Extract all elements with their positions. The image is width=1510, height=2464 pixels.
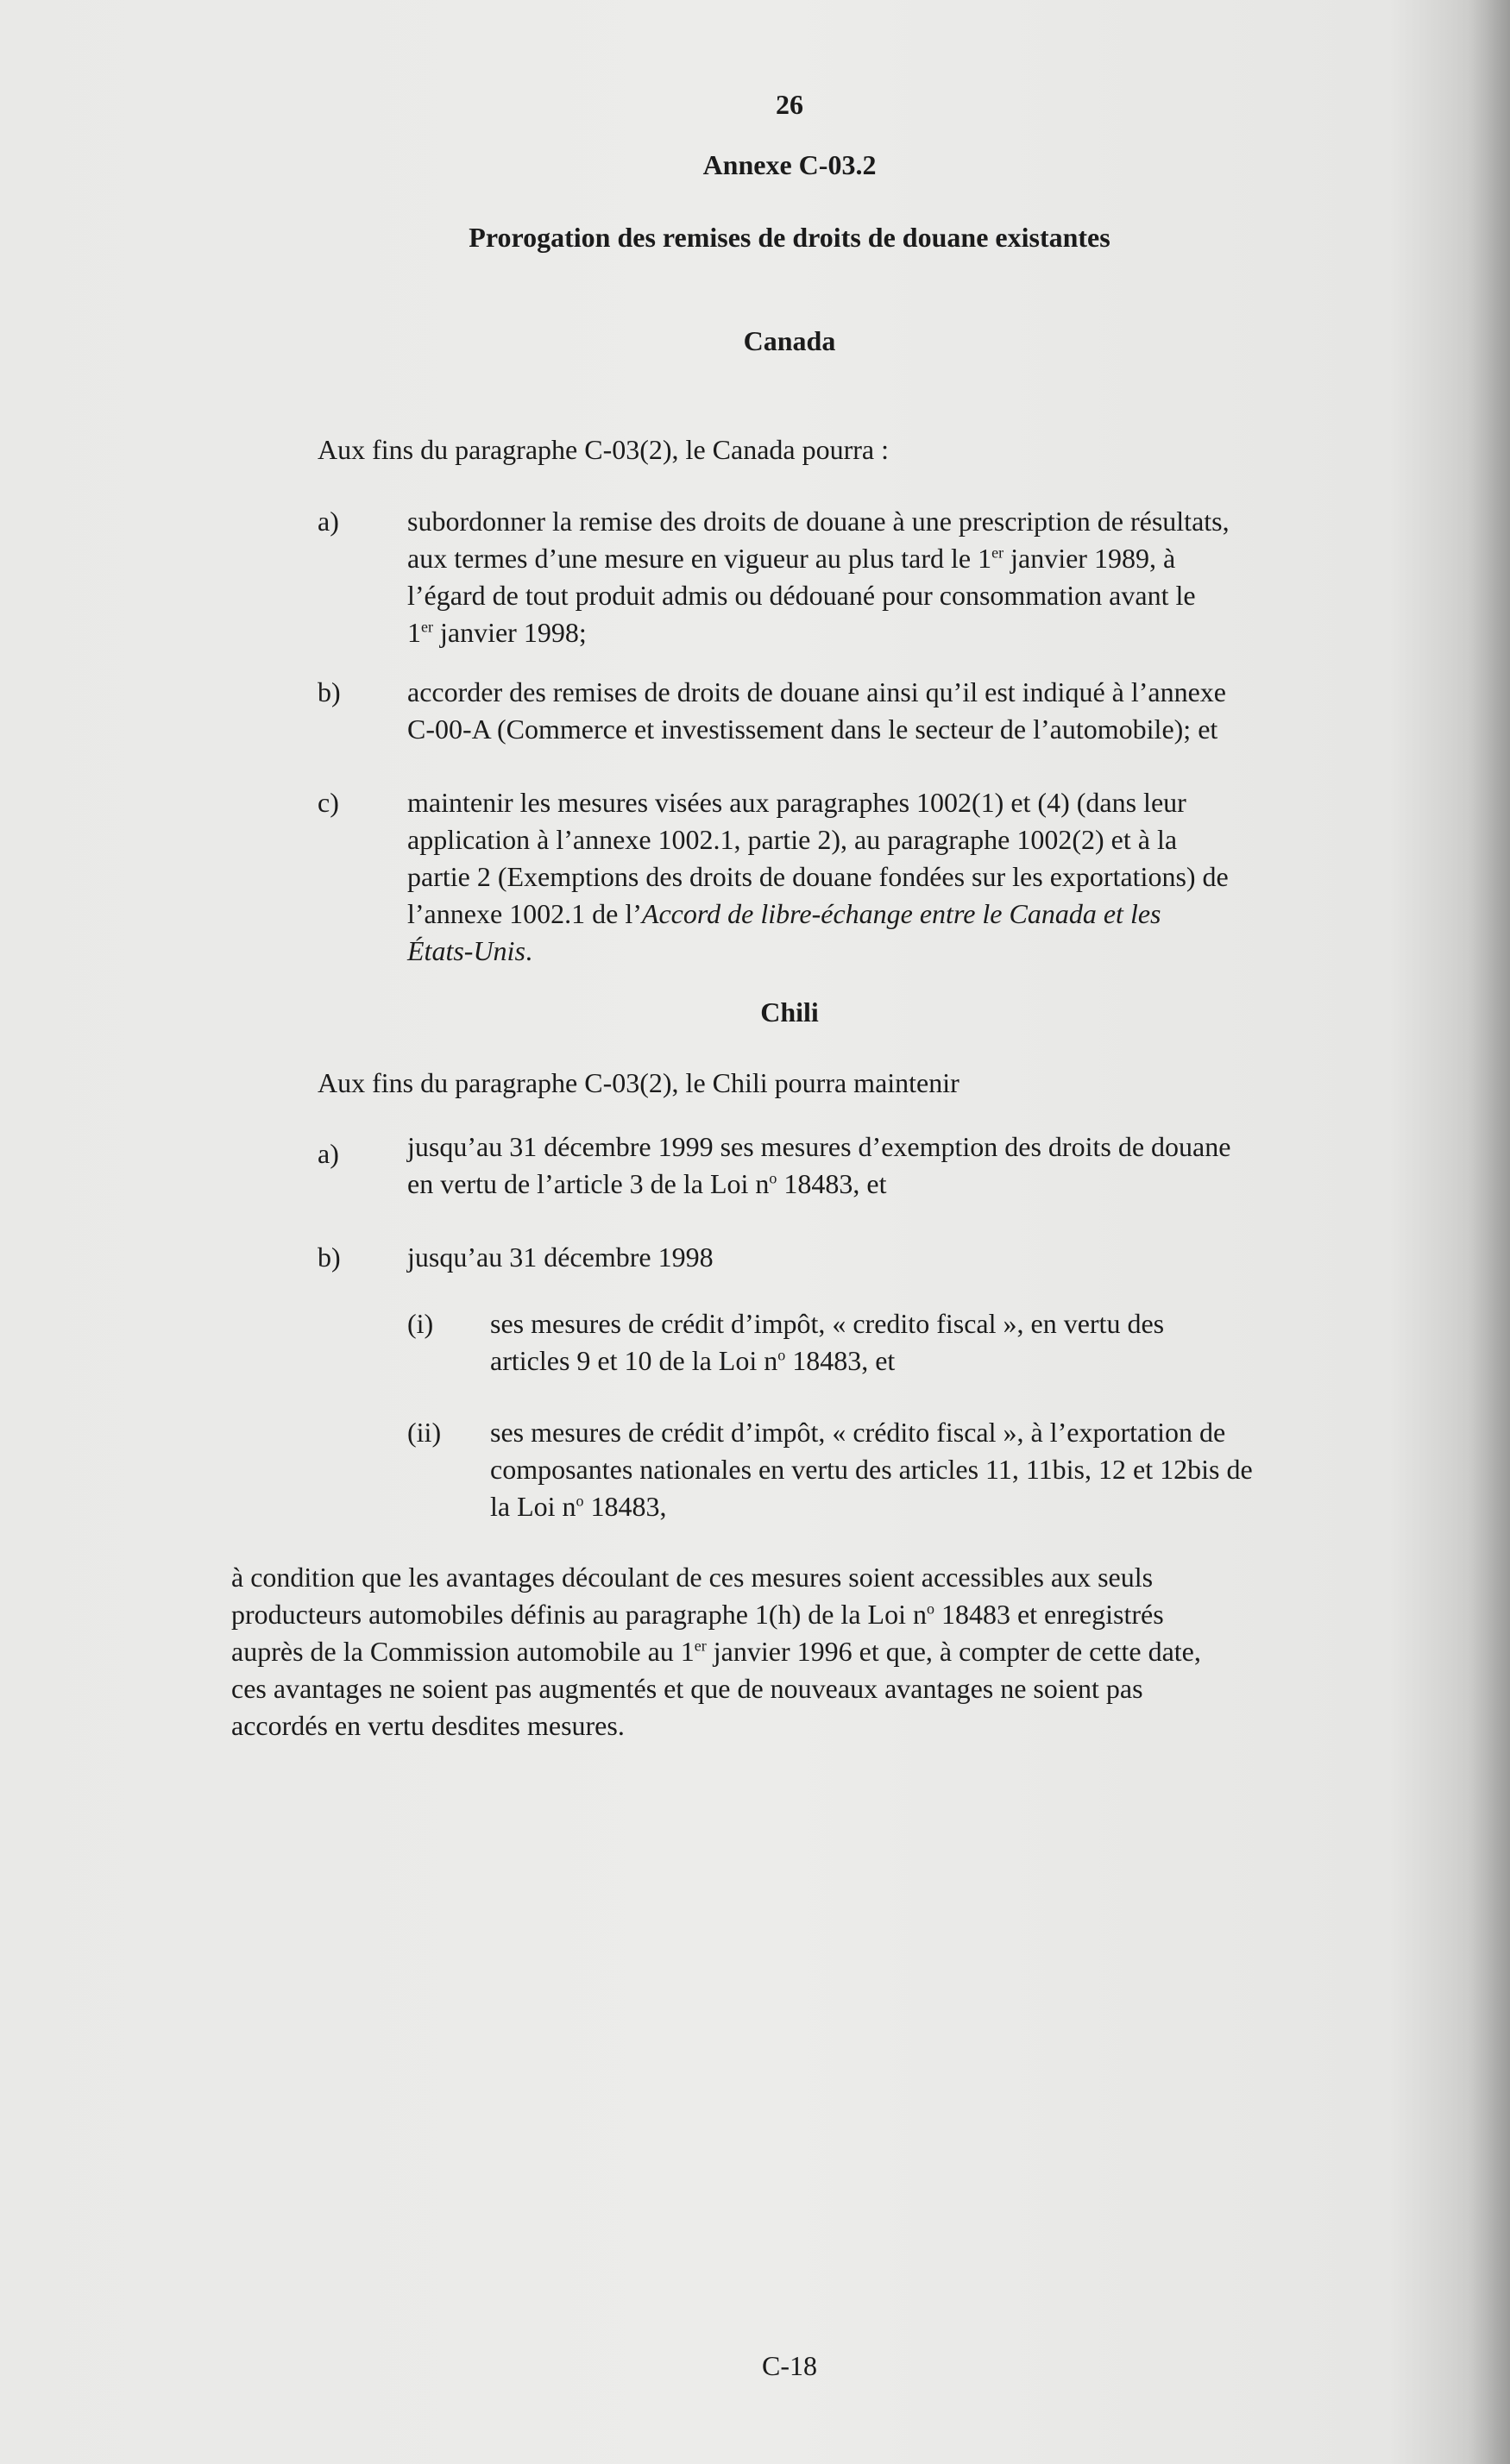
chili-intro: Aux fins du paragraphe C-03(2), le Chili pourra maintenir: [318, 1067, 959, 1098]
text-line: à condition que les avantages découlant de ces mesures soient accessibles aux seuls: [231, 1562, 1154, 1593]
text-line: ses mesures de crédit d’impôt, « credito fiscal », en vertu des: [490, 1308, 1165, 1339]
text-line: jusqu’au 31 décembre 1999 ses mesures d’exemption des droits de douane: [407, 1131, 1231, 1162]
canada-intro: Aux fins du paragraphe C-03(2), le Canada pourra :: [318, 434, 889, 465]
canada-item-c-label: c): [318, 787, 339, 818]
agreement-title-cont: États-Unis: [407, 935, 525, 966]
section-heading-canada: Canada: [743, 325, 836, 356]
text-line: composantes nationales en vertu des articles 11, 11bis, 12 et 12bis de: [490, 1454, 1253, 1485]
text-line: aux termes d’une mesure en vigueur au plus tard le 1er janvier 1989, à: [407, 543, 1176, 574]
text-line: l’égard de tout produit admis ou dédouané pour consommation avant le: [407, 580, 1196, 611]
chili-subitem-i-text: [490, 1305, 1405, 1380]
chili-subitem-ii-text: [490, 1414, 1405, 1525]
agreement-title: Accord de libre-échange entre le Canada et les: [641, 898, 1161, 929]
text-line: en vertu de l’article 3 de la Loi $n^o$ 18483, et: [407, 1168, 887, 1199]
chili-item-b-text: [407, 1239, 1374, 1276]
text-line: auprès de la Commission automobile au 1er janvier 1996 et que, à compter de cette date,: [231, 1636, 1201, 1667]
canada-item-b-text: [407, 674, 1374, 748]
chili-item-a-label: a): [318, 1138, 339, 1169]
annex-subtitle: Prorogation des remises de droits de douane existantes: [469, 222, 1110, 253]
text-line: l’annexe 1002.1 de l’Accord de libre-échange entre le Canada et les: [407, 898, 1161, 929]
binding-fold: [1472, 0, 1474, 2464]
text-line: accordés en vertu desdites mesures.: [231, 1710, 625, 1741]
text-line: jusqu’au 31 décembre 1998: [407, 1241, 714, 1273]
annex-title: Annexe C-03.2: [702, 149, 877, 180]
text-line: 1er janvier 1998;: [407, 617, 587, 648]
text-line: accorder des remises de droits de douane ainsi qu’il est indiqué à l’annexe: [407, 676, 1226, 707]
text-line: ces avantages ne soient pas augmentés et que de nouveaux avantages ne soient pas: [231, 1673, 1143, 1704]
canada-item-a-text: [407, 503, 1374, 651]
page-footer-code: C-18: [762, 2350, 817, 2381]
chili-item-a-text: [407, 1128, 1374, 1203]
canada-item-c-text: [407, 784, 1374, 970]
text-line: articles 9 et 10 de la Loi $n^o$ 18483, et: [490, 1345, 896, 1376]
page-number: 26: [776, 89, 803, 120]
chili-subitem-i-label: (i): [407, 1308, 434, 1339]
section-heading-chili: Chili: [760, 996, 819, 1028]
text-line: C-00-A (Commerce et investissement dans le secteur de l’automobile); et: [407, 713, 1218, 745]
text-line: application à l’annexe 1002.1, partie 2), au paragraphe 1002(2) et à la: [407, 824, 1178, 855]
canada-item-a-label: a): [318, 506, 339, 537]
text-line: subordonner la remise des droits de douane à une prescription de résultats,: [407, 506, 1230, 537]
page-edge-shadow: [1469, 0, 1510, 2464]
text-line: ses mesures de crédit d’impôt, « crédito fiscal », à l’exportation de: [490, 1417, 1226, 1448]
text-line: la Loi $n^o$ 18483,: [490, 1491, 667, 1522]
text-line: partie 2 (Exemptions des droits de douane fondées sur les exportations) de: [407, 861, 1229, 892]
canada-item-b-label: b): [318, 676, 341, 707]
chili-closing-paragraph: [231, 1559, 1387, 1744]
text-line: États-Unis.: [407, 935, 532, 966]
chili-item-b-label: b): [318, 1241, 341, 1273]
chili-subitem-ii-label: (ii): [407, 1417, 442, 1448]
text-line: maintenir les mesures visées aux paragraphes 1002(1) et (4) (dans leur: [407, 787, 1186, 818]
text-line: producteurs automobiles définis au paragraphe 1(h) de la Loi $n^o$ 18483 et enregistrés: [231, 1599, 1164, 1630]
